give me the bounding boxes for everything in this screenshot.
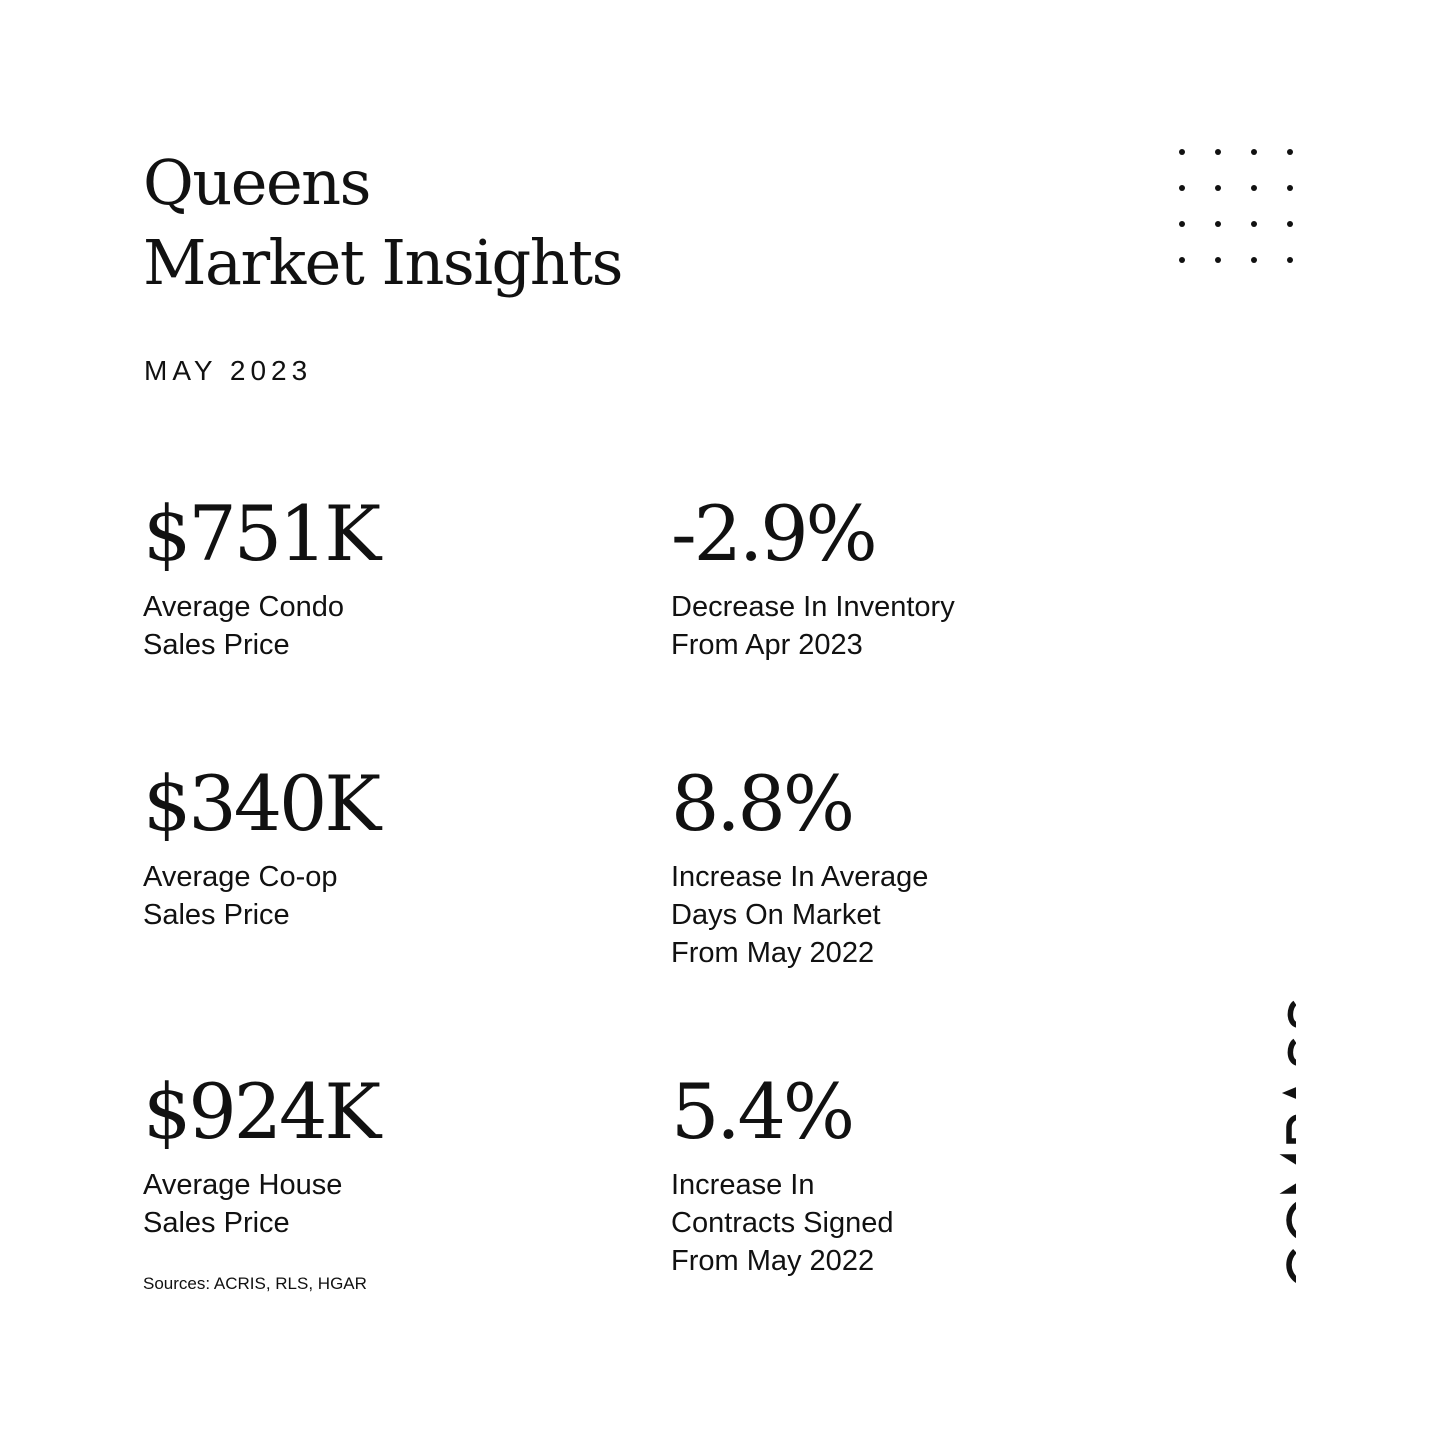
dot-grid-icon — [1172, 142, 1300, 270]
stat-label-line: Increase In Average — [671, 861, 929, 893]
compass-logo — [1236, 955, 1296, 1295]
stat-coop-price — [143, 759, 623, 934]
stat-label-line: Contracts Signed — [671, 1207, 894, 1239]
stat-label-line: Days On Market — [671, 899, 881, 931]
sources-note: Sources: ACRIS, RLS, HGAR — [143, 1274, 367, 1293]
stat-label-line: Decrease In Inventory — [671, 591, 955, 623]
stat-label-line: Increase In — [671, 1169, 815, 1201]
stat-value: 8.8% — [671, 759, 853, 848]
report-date: MAY 2023 — [144, 355, 313, 386]
stat-label — [671, 858, 1151, 972]
stat-value: 5.4% — [671, 1067, 853, 1156]
stat-value: $340K — [143, 759, 379, 848]
stat-contracts-signed — [671, 1067, 1151, 1280]
stat-label-line: Average Co-op — [143, 861, 338, 893]
stat-label — [671, 588, 1151, 664]
stat-label — [143, 858, 623, 934]
stat-label-line: Sales Price — [143, 629, 290, 661]
stat-label — [143, 1166, 623, 1242]
stat-label-line: Sales Price — [143, 1207, 290, 1239]
stat-condo-price — [143, 489, 623, 664]
stat-label-line: From May 2022 — [671, 937, 875, 969]
stat-label-line: Average House — [143, 1169, 343, 1201]
stat-value: -2.9% — [671, 489, 875, 578]
stat-label — [143, 588, 623, 664]
stat-inventory-change — [671, 489, 1151, 664]
page-title-line-2: Market Insights — [143, 226, 622, 299]
stat-label-line: From May 2022 — [671, 1245, 875, 1277]
stat-house-price — [143, 1067, 623, 1242]
stat-label-line: Sales Price — [143, 899, 290, 931]
stat-days-on-market — [671, 759, 1151, 972]
stat-label-line: From Apr 2023 — [671, 629, 863, 661]
stat-value: $924K — [143, 1067, 379, 1156]
stat-label-line: Average Condo — [143, 591, 345, 623]
page-title-line-1: Queens — [143, 146, 370, 219]
stat-label — [671, 1166, 1151, 1280]
stat-value: $751K — [143, 489, 379, 578]
